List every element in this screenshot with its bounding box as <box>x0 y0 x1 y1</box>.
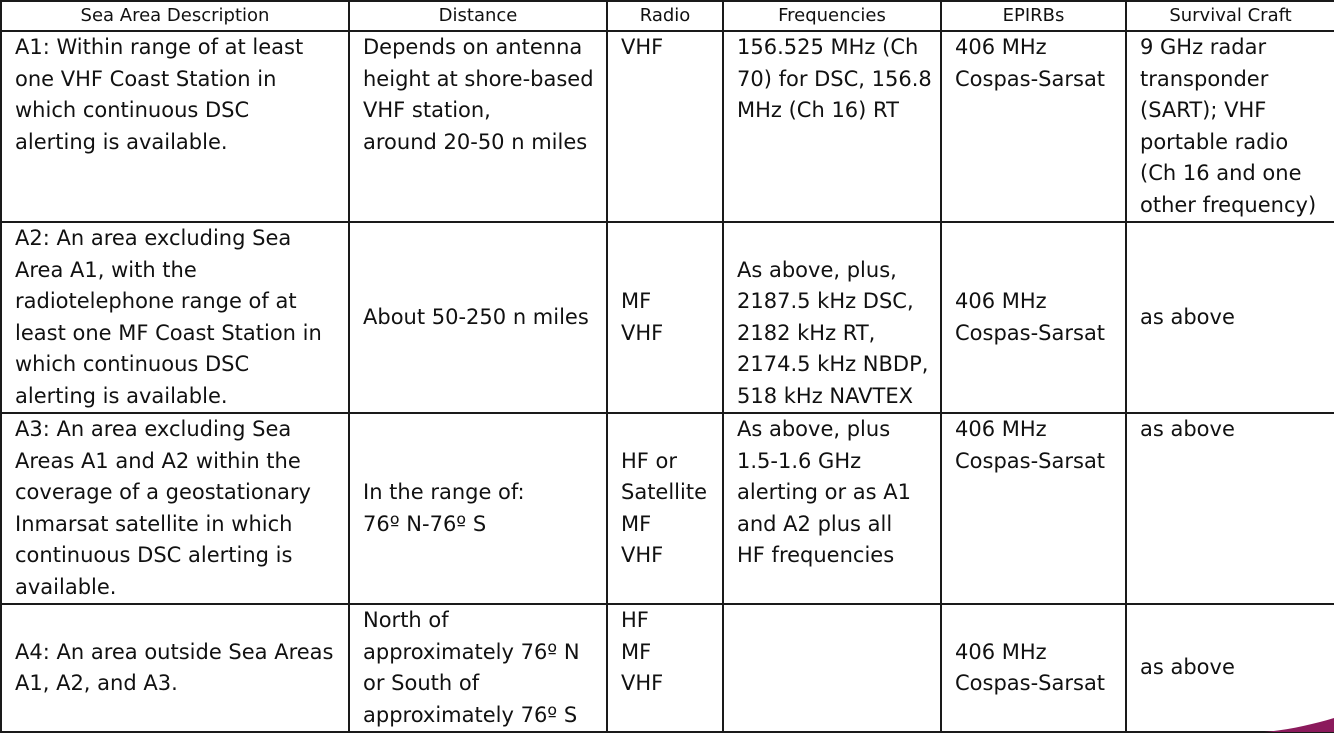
cell-survival-craft <box>1126 413 1334 604</box>
header-epirbs: EPIRBs <box>941 1 1126 31</box>
text-line: approximately 76º N <box>363 639 580 664</box>
table-row-a2 <box>1 222 1334 413</box>
text-line: As above, plus <box>737 417 891 441</box>
cell-radio <box>607 31 723 222</box>
text-line: radiotelephone range of at <box>15 289 297 313</box>
cell-distance <box>349 222 607 413</box>
text-line: 70) for DSC, 156.8 <box>737 66 932 91</box>
cell-frequencies <box>723 604 941 732</box>
text-line: MHz (Ch 16) RT <box>737 98 899 122</box>
text-line: alerting is available. <box>15 129 228 154</box>
cell-description <box>1 31 349 222</box>
text-line: coverage of a geostationary <box>15 480 311 504</box>
cell-distance <box>349 31 607 222</box>
text-line: or South of <box>363 671 480 695</box>
text-line: Inmarsat satellite in which <box>15 511 293 536</box>
cell-radio <box>607 604 723 732</box>
text-line: transponder <box>1140 66 1269 91</box>
text-line: alerting is available. <box>15 383 228 408</box>
text-line: 1.5-1.6 GHz <box>737 448 862 473</box>
text-line: Cospas-Sarsat <box>955 671 1106 695</box>
decorative-swoosh <box>1264 718 1334 732</box>
text-line: one VHF Coast Station in <box>15 66 277 91</box>
header-distance: Distance <box>349 1 607 31</box>
text-line: height at shore-based <box>363 66 594 91</box>
cell-epirbs <box>941 31 1126 222</box>
text-line: 2174.5 kHz NBDP, <box>737 352 929 376</box>
text-line: and A2 plus all <box>737 511 893 536</box>
cell-radio <box>607 222 723 413</box>
header-frequencies: Frequencies <box>723 1 941 31</box>
cell-frequencies <box>723 413 941 604</box>
cell-description <box>1 413 349 604</box>
text-line: Depends on antenna <box>363 35 583 59</box>
cell-epirbs <box>941 413 1126 604</box>
table-row-a1 <box>1 31 1334 222</box>
text-line: 518 kHz NAVTEX <box>737 383 913 408</box>
text-line: MF <box>621 511 652 536</box>
text-line: 406 MHz <box>955 289 1047 313</box>
cell-frequencies <box>723 222 941 413</box>
text-line: A3: An area excluding Sea <box>15 417 292 441</box>
text-line: 2182 kHz RT, <box>737 320 876 345</box>
text-line: About 50-250 n miles <box>363 304 589 329</box>
cell-survival-craft <box>1126 222 1334 413</box>
text-line: available. <box>15 574 117 599</box>
text-line: A1, A2, and A3. <box>15 671 178 695</box>
text-line: VHF station, <box>363 98 491 122</box>
text-line: portable radio <box>1140 129 1289 154</box>
text-line: 156.525 MHz (Ch <box>737 35 919 59</box>
text-line: Satellite <box>621 480 708 504</box>
text-line: HF <box>621 608 649 632</box>
text-line: VHF <box>621 35 664 59</box>
cell-survival-craft <box>1126 604 1334 732</box>
header-survival-craft: Survival Craft <box>1126 1 1334 31</box>
text-line: continuous DSC alerting is <box>15 543 293 567</box>
text-line: (SART); VHF <box>1140 98 1267 122</box>
cell-description <box>1 604 349 732</box>
text-line: As above, plus, <box>737 257 897 282</box>
text-line: A1: Within range of at least <box>15 35 304 59</box>
text-line: approximately 76º S <box>363 702 578 727</box>
text-line: around 20-50 n miles <box>363 129 588 154</box>
cell-distance <box>349 413 607 604</box>
text-line: VHF <box>621 320 664 345</box>
cell-distance <box>349 604 607 732</box>
text-line: as above <box>1140 655 1235 680</box>
text-line: MF <box>621 639 652 664</box>
text-line: as above <box>1140 417 1235 441</box>
cell-epirbs <box>941 222 1126 413</box>
text-line: Cospas-Sarsat <box>955 448 1106 473</box>
text-line: Area A1, with the <box>15 257 197 282</box>
text-line: A4: An area outside Sea Areas <box>15 639 334 664</box>
cell-survival-craft <box>1126 31 1334 222</box>
text-line: as above <box>1140 304 1235 329</box>
text-line: least one MF Coast Station in <box>15 320 322 345</box>
header-sea-area-description: Sea Area Description <box>1 1 349 31</box>
text-line: Cospas-Sarsat <box>955 66 1106 91</box>
text-line: A2: An area excluding Sea <box>15 226 292 250</box>
text-line: 9 GHz radar <box>1140 35 1267 59</box>
text-line: 76º N-76º S <box>363 511 487 536</box>
text-line: which continuous DSC <box>15 352 250 376</box>
text-line: alerting or as A1 <box>737 480 912 504</box>
text-line: 406 MHz <box>955 639 1047 664</box>
text-line: other frequency) <box>1140 192 1317 217</box>
text-line: VHF <box>621 543 664 567</box>
text-line: MF <box>621 289 652 313</box>
cell-frequencies <box>723 31 941 222</box>
text-line: Cospas-Sarsat <box>955 320 1106 345</box>
header-row <box>1 1 1334 31</box>
text-line: which continuous DSC <box>15 98 250 122</box>
table-row-a4 <box>1 604 1334 732</box>
table-row-a3 <box>1 413 1334 604</box>
text-line: 406 MHz <box>955 35 1047 59</box>
text-line: Areas A1 and A2 within the <box>15 448 301 473</box>
text-line: 2187.5 kHz DSC, <box>737 289 914 313</box>
text-line: VHF <box>621 671 664 695</box>
text-line: HF frequencies <box>737 543 895 567</box>
swoosh-shape <box>1264 718 1334 732</box>
cell-radio <box>607 413 723 604</box>
text-line: North of <box>363 608 449 632</box>
text-line: 406 MHz <box>955 417 1047 441</box>
text-line: In the range of: <box>363 480 525 504</box>
text-line: HF or <box>621 448 678 473</box>
text-line: (Ch 16 and one <box>1140 161 1302 185</box>
header-radio: Radio <box>607 1 723 31</box>
cell-description <box>1 222 349 413</box>
cell-epirbs <box>941 604 1126 732</box>
